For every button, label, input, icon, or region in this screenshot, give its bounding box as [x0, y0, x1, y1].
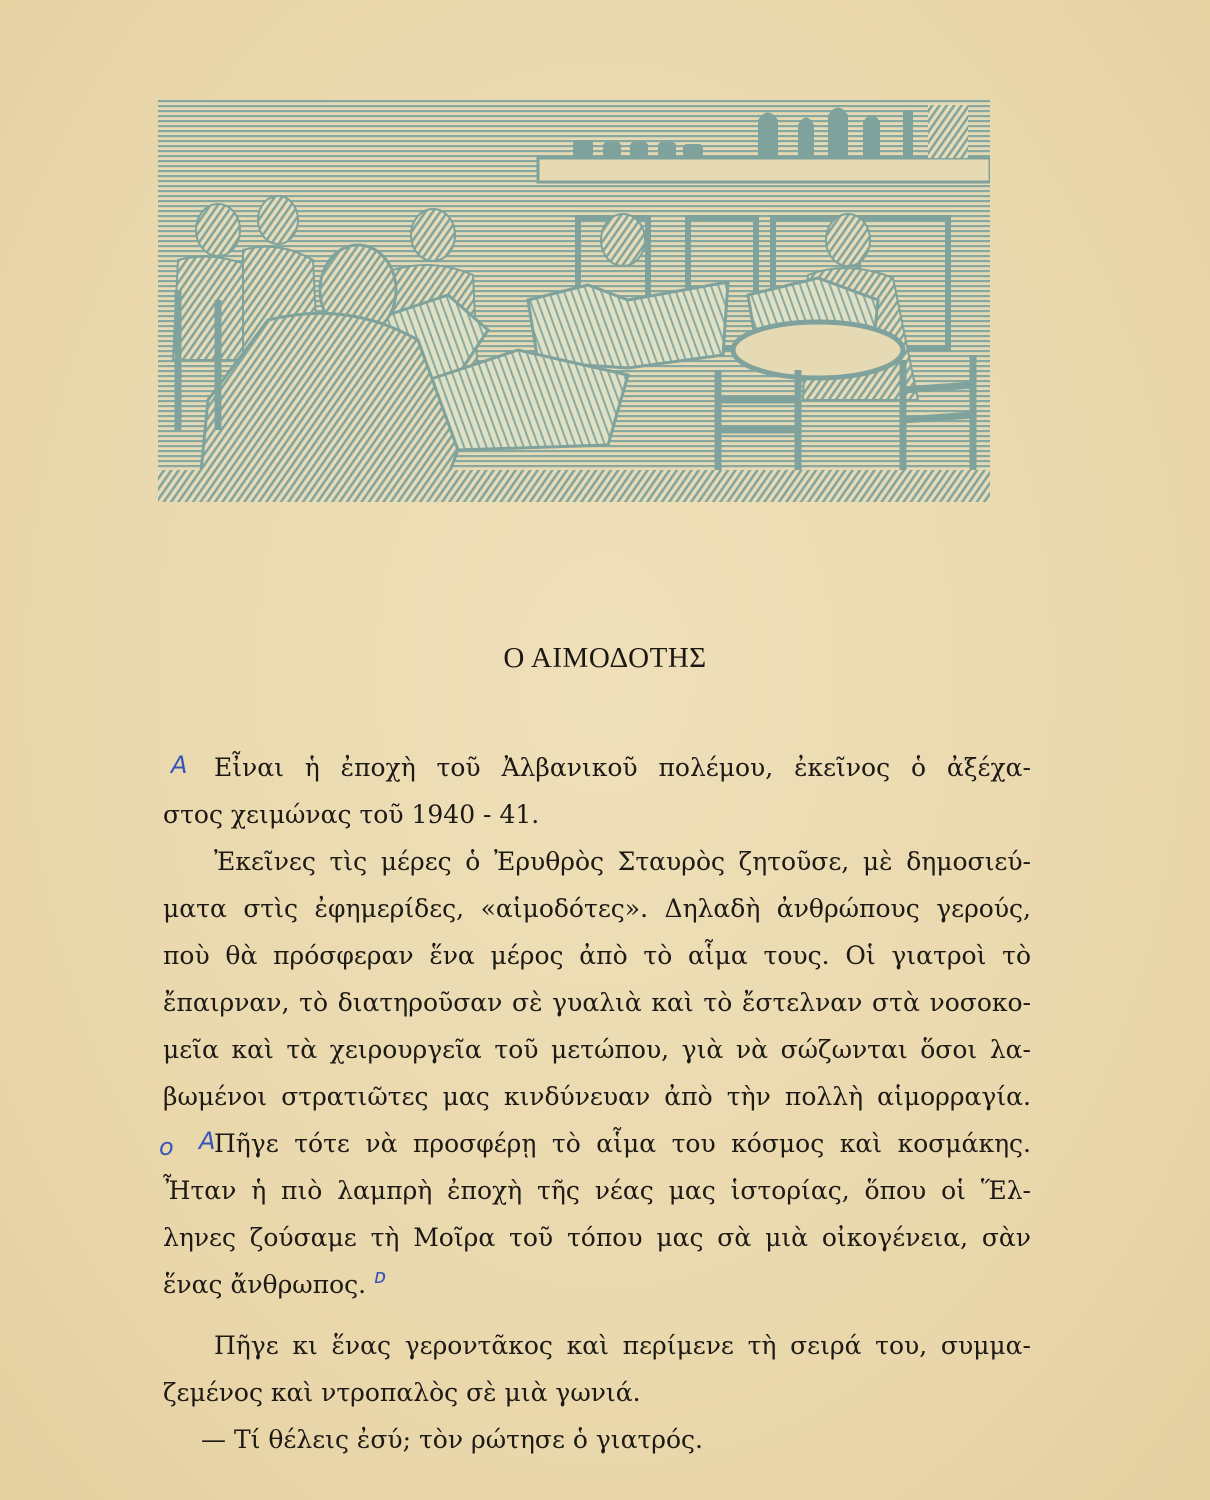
- handwritten-mark: o: [159, 1133, 174, 1161]
- paragraph-gap: [163, 1308, 1031, 1322]
- text-line: ζεμένος καὶ ντροπαλὸς σὲ μιὰ γωνιά.: [163, 1378, 641, 1407]
- handwritten-mark: A: [199, 1127, 216, 1155]
- handwritten-mark: ᴅ: [374, 1264, 387, 1288]
- cafe-newspaper-readers-illustration: [158, 100, 990, 502]
- illustration-svg: [158, 100, 990, 502]
- text-line: ματα στὶς ἐφημερίδες, «αἱμοδότες». Δηλαδὴ ἀνθρώπους γερούς,: [163, 894, 1031, 923]
- text-line: ποὺ θὰ πρόσφεραν ἕνα μέρος ἀπὸ τὸ αἷμα τους. Οἱ γιατροὶ τὸ: [163, 941, 1031, 970]
- text-line: βωμένοι στρατιῶτες μας κινδύνευαν ἀπὸ τὴν πολλὴ αἱμορραγία.: [163, 1082, 1031, 1111]
- text-line: — Τί θέλεις ἐσύ; τὸν ρώτησε ὁ γιατρός.: [201, 1425, 704, 1454]
- text-line: μεῖα καὶ τὰ χειρουργεῖα τοῦ μετώπου, γιὰ νὰ σώζωνται ὅσοι λα-: [163, 1035, 1031, 1064]
- text-line: o A Πῆγε τότε νὰ προσφέρῃ τὸ αἷμα του κόσμος καὶ κοσμάκης.: [163, 1120, 1031, 1167]
- text-line: ἕνας ἄνθρωπος. $^ᴅ$: [163, 1264, 387, 1299]
- text-line: ἔπαιρναν, τὸ διατηροῦσαν σὲ γυαλιὰ καὶ τὸ ἔστελναν στὰ νοσοκο-: [163, 988, 1031, 1017]
- story-body: [159, 744, 1031, 1463]
- text-line: στος χειμώνας τοῦ 1940 - 41.: [163, 800, 540, 829]
- text-line: Ἦταν ἡ πιὸ λαμπρὴ ἐποχὴ τῆς νέας μας ἱστορίας, ὅπου οἱ Ἕλ-: [163, 1176, 1031, 1205]
- text-line: Ἐκεῖνες τὶς μέρες ὁ Ἐρυθρὸς Σταυρὸς ζητοῦσε, μὲ δημοσιεύ-: [214, 847, 1031, 876]
- text-line: ληνες ζούσαμε τὴ Μοῖρα τοῦ τόπου μας σὰ μιὰ οἰκογένεια, σὰν: [163, 1223, 1031, 1252]
- text-line: Πῆγε κι ἕνας γεροντᾶκος καὶ περίμενε τὴ σειρά του, συμμα-: [214, 1331, 1031, 1360]
- story-title: Ο ΑΙΜΟΔΟΤΗΣ: [503, 642, 707, 674]
- text-line: A Εἶναι ἡ ἐποχὴ τοῦ Ἀλβανικοῦ πολέμου, ἐκεῖνος ὁ ἀξέχα-: [163, 744, 1031, 791]
- handwritten-mark: A: [171, 751, 188, 779]
